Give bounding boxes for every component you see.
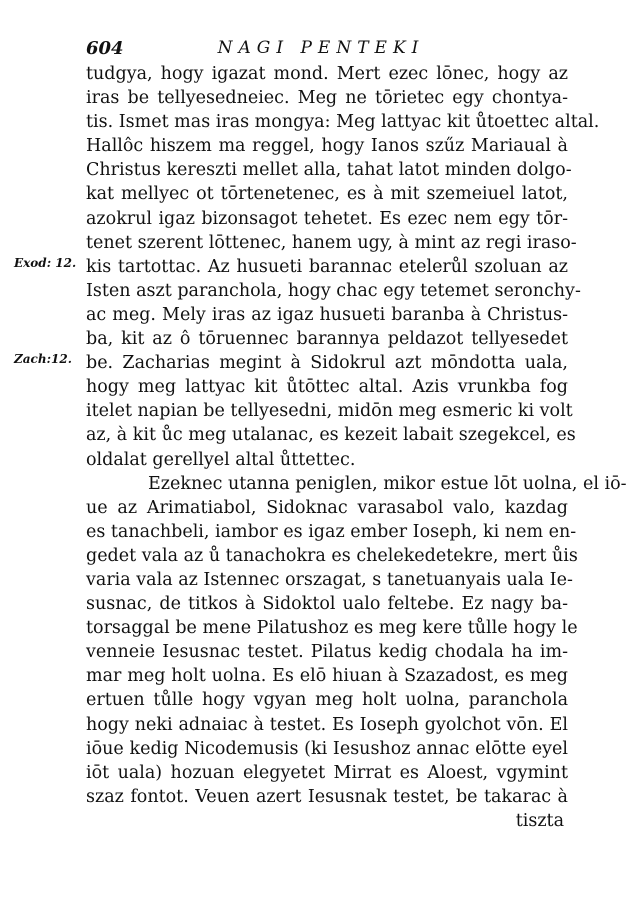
text-line: itelet napian be tellyesedni, midōn meg esmeric ki volt (86, 401, 573, 422)
margin-note-zach: Zach:12. (14, 352, 72, 366)
text-line: azokrul igaz bizonsagot tehetet. Es ezec nem egy tōr- (86, 208, 568, 229)
catchword: tiszta (515, 810, 564, 831)
text-line: ac meg. Mely iras az igaz husueti baranba à Christus- (86, 304, 568, 325)
text-line: hogy neki adnaiac à testet. Es Ioseph gyolchot vōn. El (86, 714, 568, 735)
page-header (86, 38, 556, 62)
text-line: szaz fontot. Veuen azert Iesusnak testet, be takarac à (86, 786, 568, 807)
text-line: es tanachbeli, iambor es igaz ember Ioseph, ki nem en- (86, 521, 577, 542)
text-line: iōt uala) hozuan elegyetet Mirrat es Aloest, vgymint (86, 762, 568, 783)
text-line: venneie Iesusnac testet. Pilatus kedig chodala ha im- (86, 642, 568, 663)
text-line: Ezeknec utanna peniglen, mikor estue lōt uolna, el iō- (148, 473, 627, 494)
text-line: ba, kit az ô tōruennec barannya peldazot tellyesedet (86, 329, 568, 350)
text-line: az, à kit ůc meg utalanac, es kezeit labait szegekcel, es (86, 425, 576, 446)
text-line: be. Zacharias megint à Sidokrul azt mōndotta uala, (86, 353, 568, 374)
text-line: iras be tellyesedneiec. Meg ne tōrietec egy chontya- (86, 88, 568, 109)
text-body (86, 62, 627, 833)
text-line: susnac, de titkos à Sidoktol ualo feltebe. Ez nagy ba- (86, 594, 568, 615)
page-number: 604 (86, 38, 124, 59)
margin-note-exod: Exod: 12. (14, 256, 77, 270)
text-line: mar meg holt uolna. Es elō hiuan à Szazadost, es meg (86, 666, 568, 687)
text-line: varia vala az Istennec orszagat, s tanetuanyais uala Ie- (86, 569, 573, 590)
text-line: iōue kedig Nicodemusis (ki Iesushoz annac elōtte eyel (86, 738, 568, 759)
text-line: torsaggal be mene Pilatushoz es meg kere tůlle hogy le (86, 618, 578, 639)
text-line: ertuen tůlle hogy vgyan meg holt uolna, paranchola (86, 690, 568, 711)
text-line: kat mellyec ot tōrtenetenec, es à mit szemeiuel latot, (86, 184, 568, 205)
text-line: tis. Ismet mas iras mongya: Meg lattyac kit ůtoettec altal. (86, 112, 600, 133)
running-title: NAGI PENTEKI (217, 38, 425, 58)
text-line: ue az Arimatiabol, Sidoknac varasabol valo, kazdag (86, 497, 568, 518)
text-line: oldalat gerellyel altal ůttettec. (86, 449, 356, 470)
text-line: gedet vala az ů tanachokra es chelekedetekre, mert ůis (86, 545, 578, 566)
text-line: kis tartottac. Az husueti barannac etelerůl szoluan az (86, 256, 568, 277)
text-line: hogy meg lattyac kit ůtōttec altal. Azis vrunkba fog (86, 377, 568, 398)
text-line: tudgya, hogy igazat mond. Mert ezec lōnec, hogy az (86, 64, 568, 84)
text-line: Christus kereszti mellet alla, tahat latot minden dolgo- (86, 160, 572, 181)
text-line: Hallôc hiszem ma reggel, hogy Ianos szűz Mariaual à (86, 136, 568, 157)
text-line: Isten aszt paranchola, hogy chac egy tetemet seronchy- (86, 280, 581, 301)
text-line: tenet szerent lōttenec, hanem ugy, à mint az regi iraso- (86, 232, 577, 253)
